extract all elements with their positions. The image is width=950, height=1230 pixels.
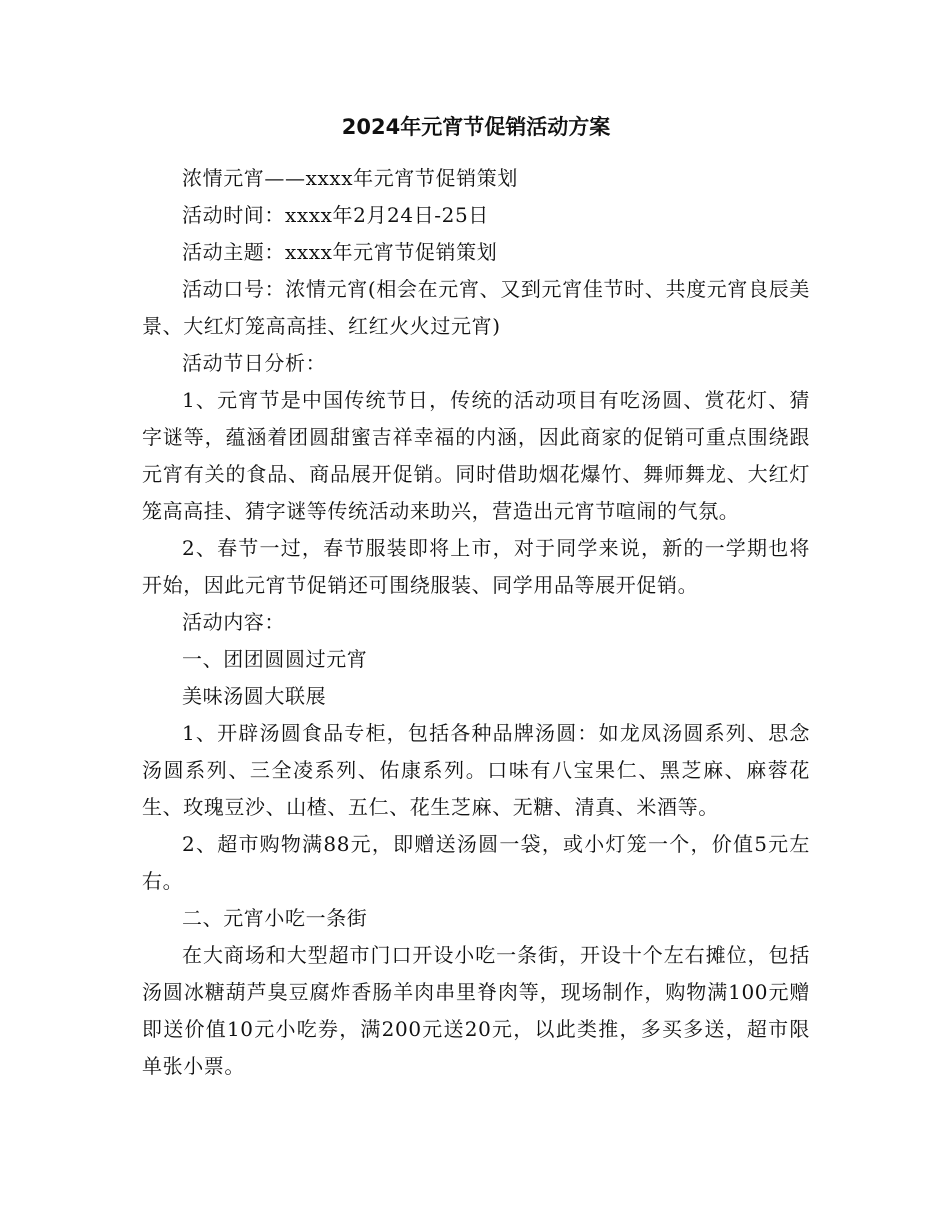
paragraph-activity-theme: 活动主题：xxxx年元宵节促销策划 (182, 240, 498, 264)
paragraph-analysis-1: 1、元宵节是中国传统节日，传统的活动项目有吃汤圆、赏花灯、猜字谜等，蕴涵着团圆甜蜜吉祥幸福的内涵，因此商家的促销可重点围绕跟元宵有关的食品、商品展开促销。同时借助烟花爆竹、舞师舞龙、大红灯笼高高挂、猜字谜等传统活动来助兴，营造出元宵节喧闹的气氛。 (142, 388, 810, 523)
paragraph-section-2-body: 在大商场和大型超市门口开设小吃一条街，开设十个左右摊位，包括汤圆冰糖葫芦臭豆腐炸香肠羊肉串里脊肉等，现场制作，购物满100元赠即送价值10元小吃券，满200元送20元，以此类推，多买多送，超市限单张小票。 (142, 943, 810, 1078)
paragraph-activity-time: 活动时间：xxxx年2月24日-25日 (182, 203, 489, 227)
document-title: 2024年元宵节促销活动方案 (341, 115, 611, 139)
paragraph-section-1-item-2: 2、超市购物满88元，即赠送汤圆一袋，或小灯笼一个，价值5元左右。 (142, 832, 810, 893)
paragraph-activity-content-heading: 活动内容： (182, 610, 285, 634)
paragraph-festival-analysis-heading: 活动节日分析： (182, 351, 327, 375)
paragraph-section-1-item-1: 1、开辟汤圆食品专柜，包括各种品牌汤圆：如龙凤汤圆系列、思念汤圆系列、三全凌系列、佑康系列。口味有八宝果仁、黑芝麻、麻蓉花生、玫瑰豆沙、山楂、五仁、花生芝麻、无糖、清真、米酒等。 (142, 721, 810, 819)
paragraph-section-2-heading: 二、元宵小吃一条街 (182, 906, 368, 930)
paragraph-section-1-heading: 一、团团圆圆过元宵 (182, 647, 368, 671)
paragraph-analysis-2: 2、春节一过，春节服装即将上市，对于同学来说，新的一学期也将开始，因此元宵节促销还可围绕服装、同学用品等展开促销。 (142, 536, 810, 597)
paragraph-section-1-subheading: 美味汤圆大联展 (182, 684, 327, 708)
paragraph-slogan-heading: 浓情元宵——xxxx年元宵节促销策划 (182, 166, 518, 190)
paragraph-activity-slogan: 活动口号：浓情元宵(相会在元宵、又到元宵佳节时、共度元宵良辰美景、大红灯笼高高挂、红红火火过元宵) (142, 277, 810, 338)
